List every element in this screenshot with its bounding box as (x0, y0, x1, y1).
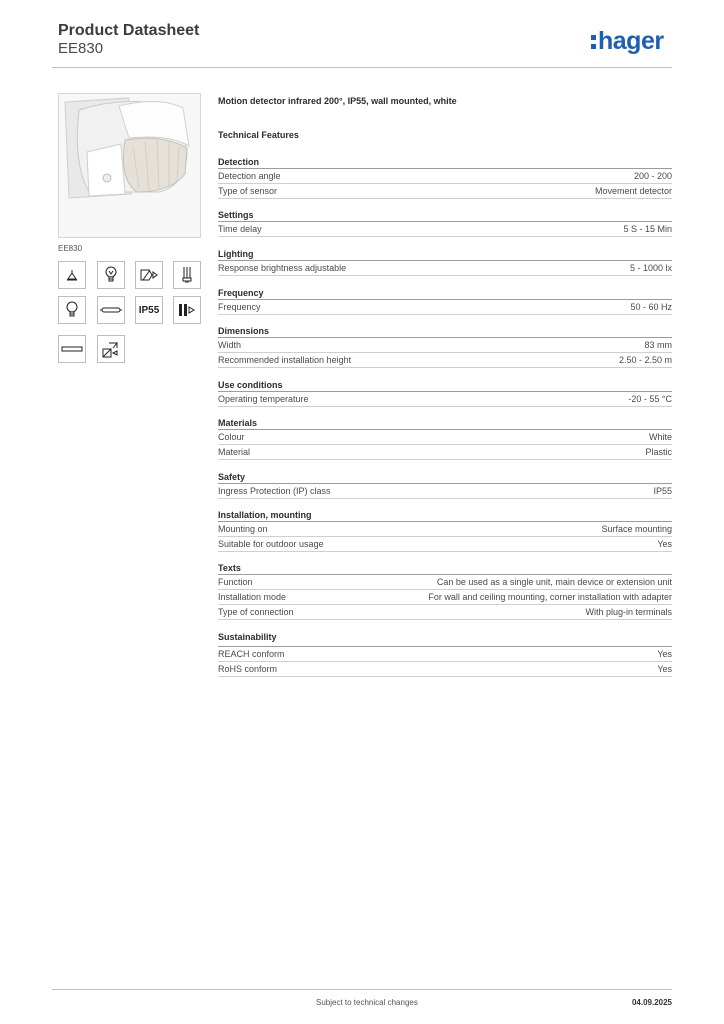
table-row (218, 300, 672, 315)
row-label: Colour (218, 432, 245, 442)
incandescent-bulb-icon (97, 261, 125, 289)
row-value: 83 mm (644, 340, 672, 350)
section-settings (218, 208, 672, 237)
table-row (218, 484, 672, 499)
section-title: Texts (218, 561, 672, 575)
row-label: RoHS conform (218, 664, 278, 674)
row-value: With plug-in terminals (585, 607, 672, 617)
row-label: Mounting on (218, 524, 268, 534)
row-label: Type of sensor (218, 186, 278, 196)
row-value: 5 - 1000 lx (629, 263, 672, 273)
row-value: Yes (657, 664, 672, 674)
row-label: Width (218, 340, 242, 350)
section-title: Safety (218, 470, 672, 484)
section-title: Materials (218, 416, 672, 430)
brand-logo (591, 27, 664, 56)
fluorescent-lamp-icon (58, 335, 86, 363)
fluorescent-tube-vertical-icon (173, 261, 201, 289)
row-label: Suitable for outdoor usage (218, 539, 324, 549)
section-title: Use conditions (218, 378, 672, 392)
ceiling-lamp-icon (58, 261, 86, 289)
header-divider (52, 67, 672, 68)
table-row (218, 222, 672, 237)
row-label: Recommended installation height (218, 355, 352, 365)
row-label: Operating temperature (218, 394, 309, 404)
section-detection (218, 155, 672, 199)
row-value: 50 - 60 Hz (630, 302, 672, 312)
row-label: Function (218, 577, 253, 587)
fluorescent-tube-icon (97, 296, 125, 324)
row-value: 5 S - 15 Min (623, 224, 672, 234)
row-value: Plastic (645, 447, 672, 457)
motion-detector-icon (97, 335, 125, 363)
row-label: Frequency (218, 302, 261, 312)
logo-colon-icon (591, 31, 597, 51)
section-texts (218, 561, 672, 620)
row-value: White (648, 432, 672, 442)
table-row (218, 445, 672, 460)
row-label: Response brightness adjustable (218, 263, 347, 273)
row-value: 2.50 - 2.50 m (618, 355, 672, 365)
row-label: Type of connection (218, 607, 294, 617)
section-use-conditions (218, 378, 672, 407)
row-value: 200 - 200 (633, 171, 672, 181)
row-label: Installation mode (218, 592, 287, 602)
product-description: Motion detector infrared 200°, IP55, wall mounted, white (218, 96, 457, 106)
table-row (218, 430, 672, 445)
section-installation-mounting (218, 508, 672, 552)
table-row (218, 522, 672, 537)
footer-date: 04.09.2025 (631, 998, 672, 1007)
halogen-lamp-icon (135, 261, 163, 289)
section-materials (218, 416, 672, 460)
table-row (218, 169, 672, 184)
section-title: Dimensions (218, 324, 672, 338)
section-safety (218, 470, 672, 499)
section-dimensions (218, 324, 672, 368)
row-value: Can be used as a single unit, main device or extension unit (436, 577, 672, 587)
footer-divider (52, 989, 672, 990)
row-label: Ingress Protection (IP) class (218, 486, 331, 496)
product-image (58, 93, 201, 238)
row-label: REACH conform (218, 649, 285, 659)
ip55-icon (135, 296, 163, 324)
row-label: Detection angle (218, 171, 281, 181)
row-value: IP55 (653, 486, 672, 496)
row-value: Yes (657, 539, 672, 549)
section-title: Frequency (218, 286, 672, 300)
section-title: Lighting (218, 247, 672, 261)
section-title: Settings (218, 208, 672, 222)
table-row (218, 392, 672, 407)
table-row (218, 662, 672, 677)
product-reference: EE830 (58, 40, 104, 57)
table-row (218, 575, 672, 590)
section-frequency (218, 286, 672, 315)
table-row (218, 184, 672, 199)
row-label: Time delay (218, 224, 262, 234)
row-value: Yes (657, 649, 672, 659)
row-value: -20 - 55 °C (628, 394, 672, 404)
table-row (218, 537, 672, 552)
image-caption: EE830 (58, 244, 83, 253)
table-row (218, 353, 672, 368)
page-title: Product Datasheet (58, 22, 200, 39)
table-row (218, 647, 672, 662)
section-lighting (218, 247, 672, 276)
section-title: Installation, mounting (218, 508, 672, 522)
table-row (218, 261, 672, 276)
ip55-label: IP55 (138, 304, 160, 316)
led-driver-icon (173, 296, 201, 324)
table-row (218, 605, 672, 620)
section-title: Detection (218, 155, 672, 169)
row-value: For wall and ceiling mounting, corner installation with adapter (428, 592, 672, 602)
table-row (218, 590, 672, 605)
footer-note: Subject to technical changes (316, 998, 418, 1007)
light-bulb-icon (58, 296, 86, 324)
row-value: Surface mounting (601, 524, 672, 534)
section-sustainability (218, 630, 672, 677)
row-label: Material (218, 447, 251, 457)
row-value: Movement detector (594, 186, 672, 196)
technical-features-title: Technical Features (218, 130, 299, 140)
table-row (218, 338, 672, 353)
section-title: Sustainability (218, 630, 672, 647)
logo-text: hager (598, 27, 664, 55)
